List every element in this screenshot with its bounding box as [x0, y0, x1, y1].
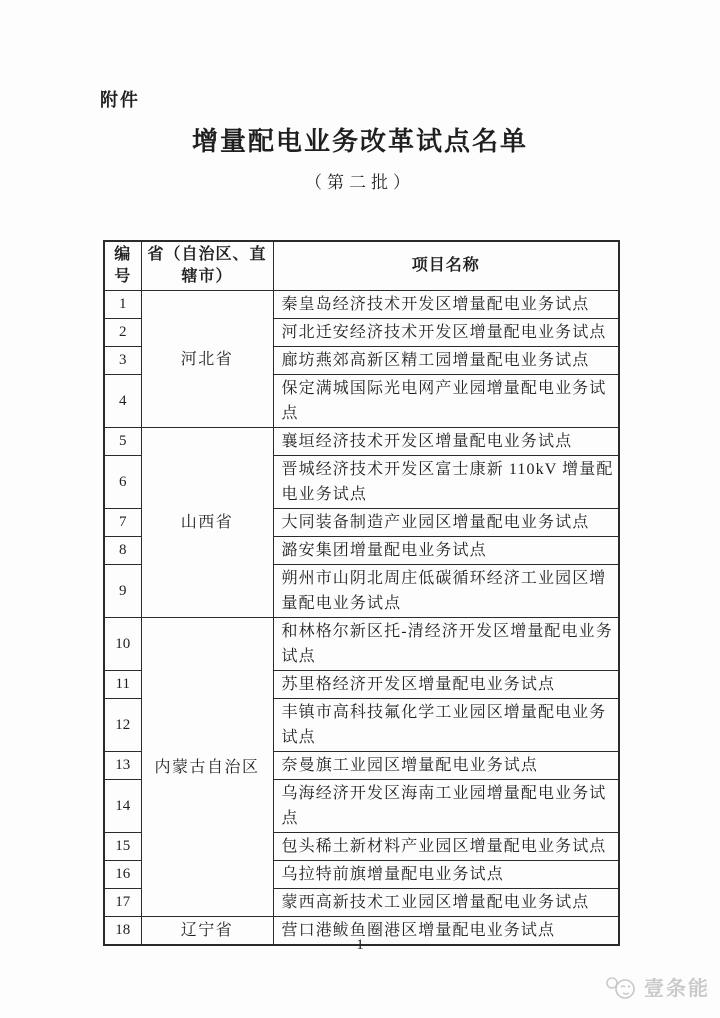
- page-number: 1: [356, 937, 364, 953]
- row-number-cell: 4: [104, 375, 141, 428]
- row-number-cell: 16: [104, 861, 141, 889]
- table-body: [104, 291, 619, 946]
- province-cell: 山西省: [141, 428, 273, 618]
- watermark: [605, 972, 710, 1001]
- row-number-cell: 5: [104, 428, 141, 456]
- province-cell: 河北省: [141, 291, 273, 428]
- project-name-cell: 乌拉特前旗增量配电业务试点: [273, 861, 619, 889]
- project-name-cell: 秦皇岛经济技术开发区增量配电业务试点: [273, 291, 619, 319]
- province-cell: 辽宁省: [141, 917, 273, 946]
- row-number-cell: 18: [104, 917, 141, 946]
- project-name-cell: 和林格尔新区托-清经济开发区增量配电业务试点: [273, 618, 619, 671]
- attachment-label: 附件: [100, 90, 140, 110]
- row-number-cell: 7: [104, 509, 141, 537]
- row-number-cell: 10: [104, 618, 141, 671]
- project-name-cell: 襄垣经济技术开发区增量配电业务试点: [273, 428, 619, 456]
- table-row: [104, 618, 619, 671]
- row-number-cell: 17: [104, 889, 141, 917]
- table-row: [104, 291, 619, 319]
- project-name-cell: 苏里格经济开发区增量配电业务试点: [273, 671, 619, 699]
- province-cell: 内蒙古自治区: [141, 618, 273, 917]
- project-name-cell: 河北迁安经济技术开发区增量配电业务试点: [273, 319, 619, 347]
- project-name-cell: 潞安集团增量配电业务试点: [273, 537, 619, 565]
- project-name-cell: 廊坊燕郊高新区精工园增量配电业务试点: [273, 347, 619, 375]
- project-name-cell: 丰镇市高科技氟化学工业园区增量配电业务试点: [273, 699, 619, 752]
- project-name-cell: 乌海经济开发区海南工业园增量配电业务试点: [273, 780, 619, 833]
- watermark-text: 壹条能: [644, 978, 710, 1000]
- column-header-number: 编号: [104, 241, 141, 291]
- row-number-cell: 15: [104, 833, 141, 861]
- pilot-projects-table: [103, 240, 620, 946]
- project-name-cell: 奈曼旗工业园区增量配电业务试点: [273, 752, 619, 780]
- row-number-cell: 14: [104, 780, 141, 833]
- project-name-cell: 包头稀土新材料产业园区增量配电业务试点: [273, 833, 619, 861]
- project-name-cell: 晋城经济技术开发区富士康新 110kV 增量配电业务试点: [273, 456, 619, 509]
- project-name-cell: 保定满城国际光电网产业园增量配电业务试点: [273, 375, 619, 428]
- table-row: [104, 428, 619, 456]
- project-name-cell: 朔州市山阴北周庄低碳循环经济工业园区增量配电业务试点: [273, 565, 619, 618]
- mascot-logo-icon: [605, 973, 641, 1001]
- table-header-row: [104, 241, 619, 291]
- row-number-cell: 2: [104, 319, 141, 347]
- row-number-cell: 3: [104, 347, 141, 375]
- column-header-province: 省（自治区、直辖市）: [141, 241, 273, 291]
- row-number-cell: 13: [104, 752, 141, 780]
- project-name-cell: 大同装备制造产业园区增量配电业务试点: [273, 509, 619, 537]
- row-number-cell: 6: [104, 456, 141, 509]
- project-name-cell: 营口港鲅鱼圈港区增量配电业务试点: [273, 917, 619, 946]
- row-number-cell: 8: [104, 537, 141, 565]
- document-subtitle: （第二批）: [305, 173, 415, 192]
- row-number-cell: 9: [104, 565, 141, 618]
- document-title: 增量配电业务改革试点名单: [191, 127, 528, 156]
- column-header-project: 项目名称: [273, 241, 619, 291]
- row-number-cell: 12: [104, 699, 141, 752]
- row-number-cell: 11: [104, 671, 141, 699]
- row-number-cell: 1: [104, 291, 141, 319]
- project-name-cell: 蒙西高新技术工业园区增量配电业务试点: [273, 889, 619, 917]
